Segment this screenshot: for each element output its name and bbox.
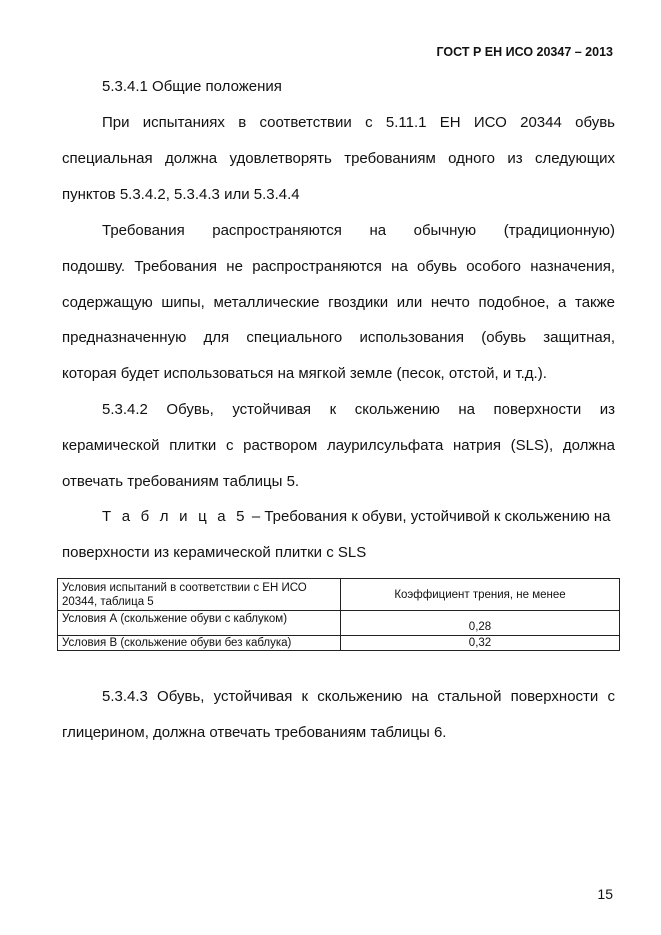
- table-cell: 0,32: [341, 636, 620, 651]
- table-row: [58, 636, 620, 651]
- paragraph-line: содержащую шипы, металлические гвоздики или нечто подобное, а также: [62, 294, 615, 311]
- paragraph-line: пунктов 5.3.4.2, 5.3.4.3 или 5.3.4.4: [62, 186, 300, 203]
- table-caption-text: – Требования к обуви, устойчивой к скольжению на: [247, 508, 611, 525]
- paragraph-line: 5.3.4.3 Обувь, устойчивая к скольжению на стальной поверхности с: [102, 688, 615, 705]
- table-caption-line: [102, 508, 615, 526]
- document-id-header: ГОСТ Р ЕН ИСО 20347 – 2013: [436, 45, 613, 59]
- paragraph-line: 5.3.4.2 Обувь, устойчивая к скольжению на поверхности из: [102, 401, 615, 418]
- requirements-table: [57, 578, 620, 651]
- page-number: 15: [597, 886, 613, 902]
- table-cell: Условия В (скольжение обуви без каблука): [58, 636, 341, 651]
- paragraph-line: При испытаниях в соответствии с 5.11.1 ЕН ИСО 20344 обувь: [102, 114, 615, 131]
- table-caption-line: поверхности из керамической плитки с SLS: [62, 544, 367, 561]
- table-header-cell: Условия испытаний в соответствии с ЕН ИСО 20344, таблица 5: [58, 579, 341, 611]
- section-title: 5.3.4.1 Общие положения: [102, 78, 282, 95]
- paragraph-line: керамической плитки с раствором лаурилсульфата натрия (SLS), должна: [62, 437, 615, 454]
- table-header-cell: Коэффициент трения, не менее: [341, 579, 620, 611]
- paragraph-line: Требования распространяются на обычную (традиционную): [102, 222, 615, 239]
- paragraph-line: отвечать требованиям таблицы 5.: [62, 473, 300, 490]
- paragraph-line: специальная должна удовлетворять требованиям одного из следующих: [62, 150, 615, 167]
- table-row: [58, 611, 620, 636]
- paragraph-line: глицерином, должна отвечать требованиям таблицы 6.: [62, 724, 447, 741]
- paragraph-line: подошву. Требования не распространяются на обувь особого назначения,: [62, 258, 615, 275]
- table-caption-label: Т а б л и ц а 5: [102, 508, 248, 525]
- table-cell: 0,28: [341, 611, 620, 636]
- paragraph-line: которая будет использоваться на мягкой земле (песок, отстой, и т.д.).: [62, 365, 547, 382]
- paragraph-line: предназначенную для специального использования (обувь защитная,: [62, 329, 615, 346]
- table-header-row: [58, 579, 620, 611]
- table-cell: Условия А (скольжение обуви с каблуком): [58, 611, 341, 636]
